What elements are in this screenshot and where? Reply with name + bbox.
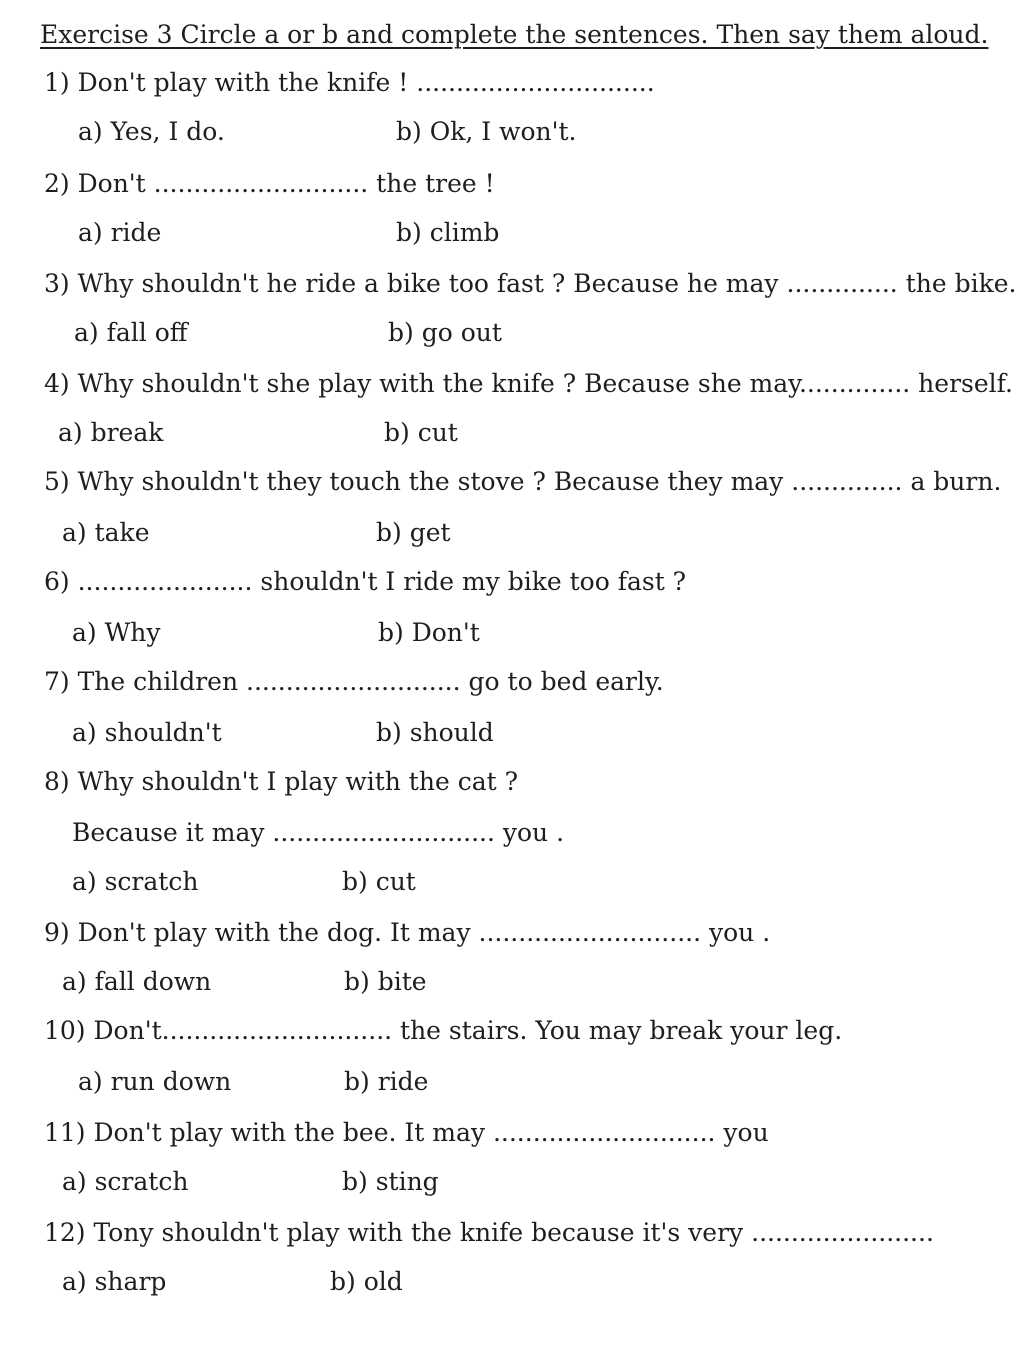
q6-option-a[interactable]: a) Why [72, 618, 161, 647]
q2-option-b[interactable]: b) climb [396, 218, 500, 247]
q9-option-b[interactable]: b) bite [344, 967, 427, 996]
question-9: 9) Don't play with the dog. It may ............................ you . [44, 918, 771, 947]
q4-option-b[interactable]: b) cut [384, 418, 458, 447]
question-8: 8) Why shouldn't I play with the cat ? [44, 767, 518, 796]
q7-option-b[interactable]: b) should [376, 718, 494, 747]
question-5: 5) Why shouldn't they touch the stove ? Because they may .............. a burn. [44, 467, 1002, 496]
question-1: 1) Don't play with the knife ! .............................. [44, 68, 655, 97]
q8-option-b[interactable]: b) cut [342, 867, 416, 896]
question-10: 10) Don't............................. the stairs. You may break your leg. [44, 1016, 843, 1045]
q11-option-a[interactable]: a) scratch [62, 1167, 189, 1196]
question-3: 3) Why shouldn't he ride a bike too fast ? Because he may .............. the bike. [44, 269, 1017, 298]
exercise-title: Exercise 3 Circle a or b and complete the sentences. Then say them aloud. [40, 20, 989, 49]
q10-option-b[interactable]: b) ride [344, 1067, 429, 1096]
q10-option-a[interactable]: a) run down [78, 1067, 232, 1096]
q2-option-a[interactable]: a) ride [78, 218, 162, 247]
q7-option-a[interactable]: a) shouldn't [72, 718, 222, 747]
q3-option-b[interactable]: b) go out [388, 318, 502, 347]
q6-option-b[interactable]: b) Don't [378, 618, 480, 647]
q9-option-a[interactable]: a) fall down [62, 967, 212, 996]
question-6: 6) ...................... shouldn't I ride my bike too fast ? [44, 567, 687, 596]
question-7: 7) The children ........................... go to bed early. [44, 667, 664, 696]
q8-option-a[interactable]: a) scratch [72, 867, 199, 896]
q11-option-b[interactable]: b) sting [342, 1167, 439, 1196]
q12-option-b[interactable]: b) old [330, 1267, 403, 1296]
q1-option-b[interactable]: b) Ok, I won't. [396, 117, 577, 146]
q3-option-a[interactable]: a) fall off [74, 318, 188, 347]
q4-option-a[interactable]: a) break [58, 418, 164, 447]
q5-option-b[interactable]: b) get [376, 518, 451, 547]
q12-option-a[interactable]: a) sharp [62, 1267, 167, 1296]
question-12: 12) Tony shouldn't play with the knife because it's very ....................... [44, 1218, 934, 1247]
q1-option-a[interactable]: a) Yes, I do. [78, 117, 225, 146]
question-11: 11) Don't play with the bee. It may ............................ you [44, 1118, 769, 1147]
q5-option-a[interactable]: a) take [62, 518, 150, 547]
question-4: 4) Why shouldn't she play with the knife ? Because she may.............. herself. [44, 369, 1013, 398]
question-2: 2) Don't ........................... the tree ! [44, 169, 495, 198]
question-8-line-2: Because it may ............................ you . [72, 818, 565, 847]
